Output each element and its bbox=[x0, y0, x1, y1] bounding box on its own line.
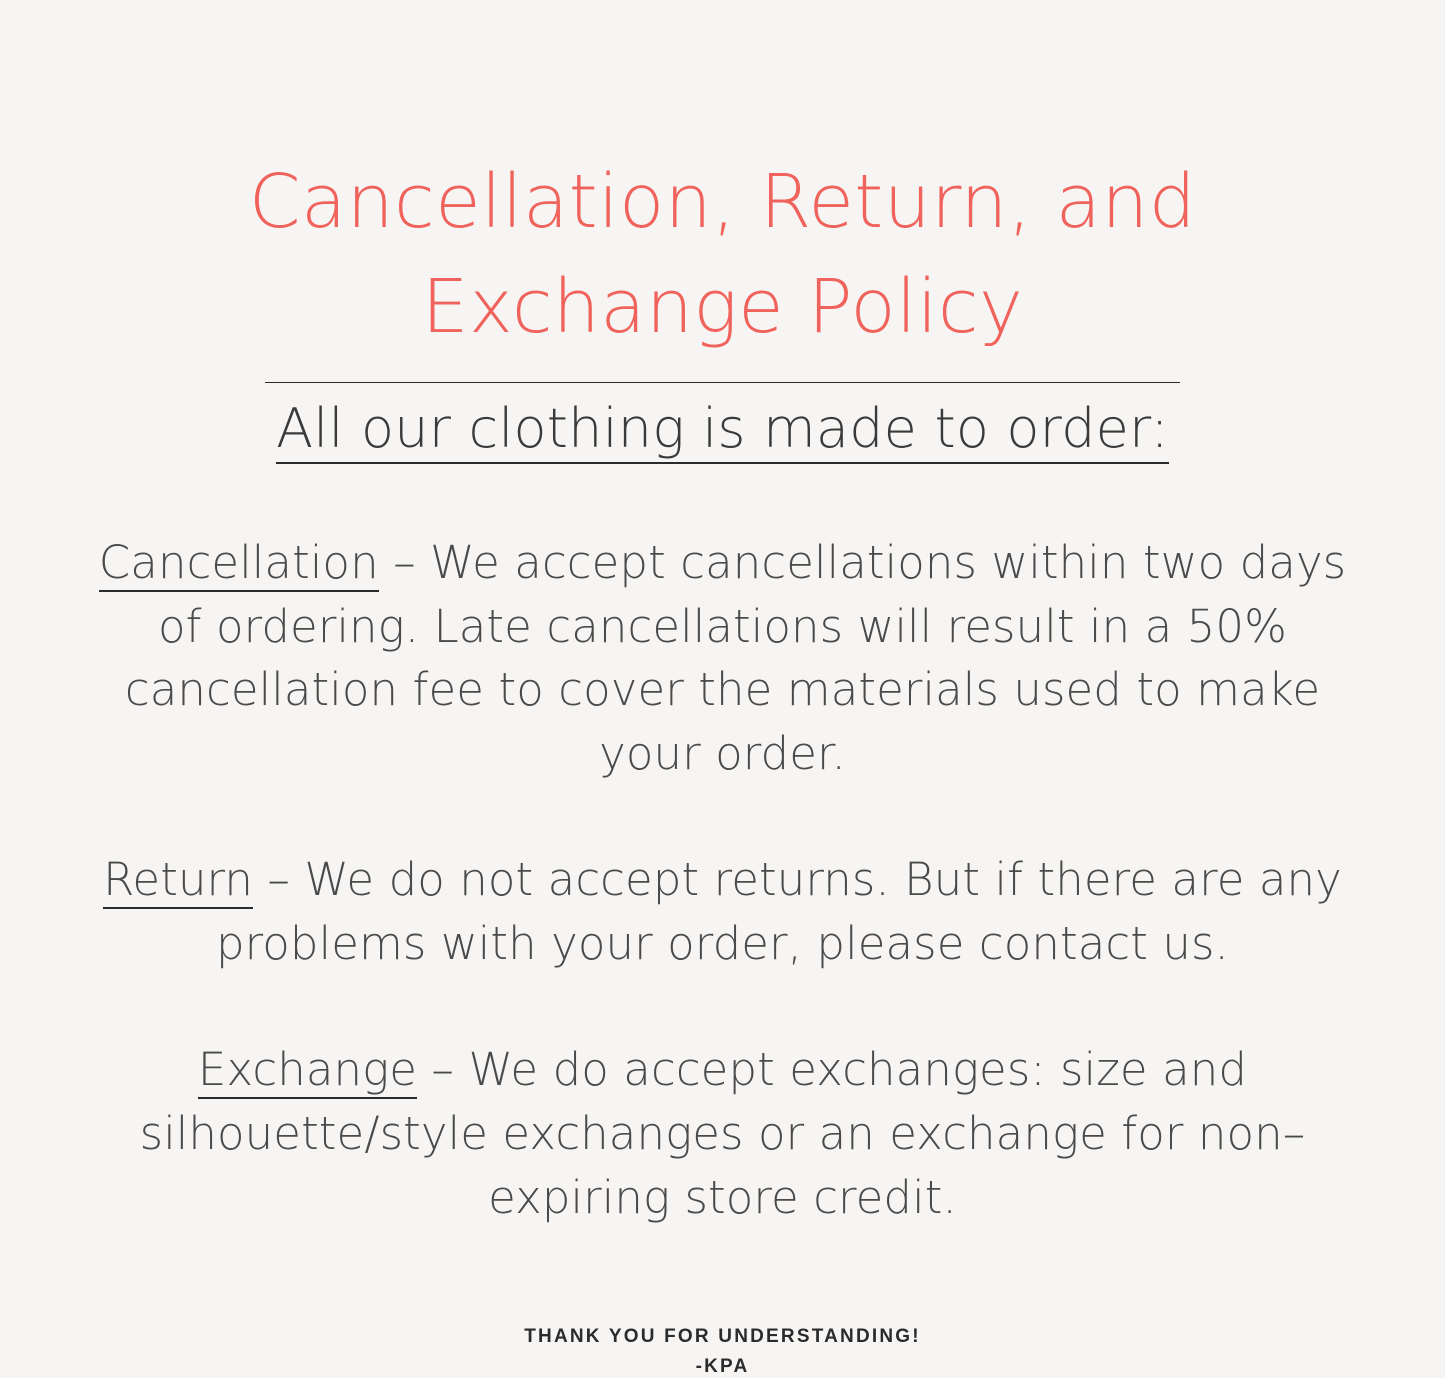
page-subtitle-text: All our clothing is made to order: bbox=[276, 397, 1169, 464]
section-cancellation-term: Cancellation bbox=[99, 536, 379, 592]
section-cancellation-dash: – bbox=[378, 535, 431, 589]
section-cancellation bbox=[78, 531, 1368, 787]
section-exchange bbox=[78, 1038, 1368, 1230]
section-cancellation-text: We accept cancellations within two days of ordering. Late cancellations will result in a 50% cancellation fee to cover the materials used to make your order. bbox=[124, 535, 1347, 781]
section-return bbox=[78, 848, 1368, 976]
section-return-text: We do not accept returns. But if there are any problems with your order, please contact us. bbox=[216, 853, 1342, 971]
page-title: Cancellation, Return, and Exchange Policy bbox=[248, 159, 1197, 351]
section-exchange-term: Exchange bbox=[198, 1043, 417, 1099]
page-subtitle bbox=[276, 395, 1169, 463]
section-return-term: Return bbox=[103, 853, 253, 909]
section-return-dash: – bbox=[253, 853, 305, 907]
section-exchange-dash: – bbox=[417, 1043, 469, 1096]
footer-thanks: THANK YOU FOR UNDERSTANDING! bbox=[524, 1325, 921, 1347]
title-divider bbox=[265, 382, 1180, 383]
footer-signature: -KPA bbox=[695, 1355, 750, 1377]
section-exchange-text: We do accept exchanges: size and silhouette/style exchanges or an exchange for non–expiring store credit. bbox=[139, 1043, 1306, 1224]
